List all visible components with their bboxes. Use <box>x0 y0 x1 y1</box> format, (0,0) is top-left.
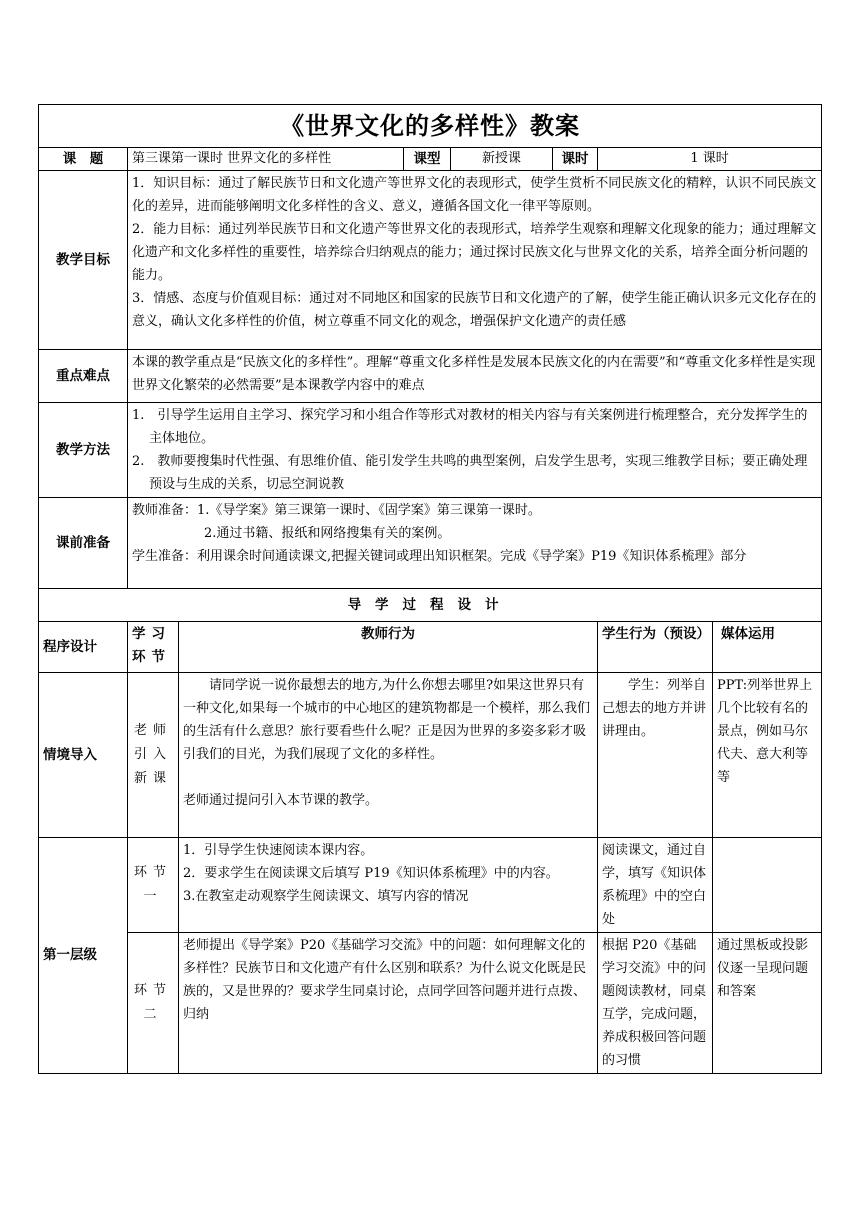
col-stage: 学习环节 <box>128 622 179 673</box>
methods-label: 教学方法 <box>39 403 128 498</box>
type-value: 新授课 <box>451 148 553 171</box>
media-level1-2: 通过黑板或投影仪逐一呈现问题和答案 <box>713 933 822 1074</box>
prep-label: 课前准备 <box>39 498 128 589</box>
stage-level1-1: 环节一 <box>128 838 179 933</box>
key-points-text: 本课的教学重点是“民族文化的多样性”。理解“尊重文化多样性是发展本民族文化的内在需要”和“尊重文化多样性是实现世界文化繁荣的必然需要”是本课教学内容中的难点 <box>128 350 822 403</box>
program-intro: 情境导入 <box>39 673 128 838</box>
teacher-level1-1-line3: 3.在教室走动观察学生阅读课文、填写内容的情况 <box>183 889 469 904</box>
prep-content <box>128 498 822 589</box>
design-section-title: 导学过程设计 <box>39 589 822 622</box>
teacher-level1-1 <box>179 838 598 933</box>
objective-knowledge: 1．知识目标：通过了解民族节日和文化遗产等世界文化的表现形式，使学生赏析不同民族文化的精粹，认识不同民族文化的差异，进而能够阐明文化多样性的含义、意义，遵循各国文化一律平等原则。 <box>132 176 817 214</box>
teacher-level1-1-line2: 2．要求学生在阅读课文后填写 P19《知识体系梳理》中的内容。 <box>183 866 559 881</box>
key-points-label: 重点难点 <box>39 350 128 403</box>
hours-value: 1 课时 <box>598 148 822 171</box>
teacher-level1-2: 老师提出《导学案》P20《基础学习交流》中的问题：如何理解文化的多样性？民族节日和文化遗产有什么区别和联系？为什么说文化既是民族的，又是世界的？要求学生同桌讨论，点同学回答问题并进行点拨、归纳 <box>179 933 598 1074</box>
col-teacher: 教师行为 <box>179 622 598 673</box>
type-label: 课型 <box>404 148 451 171</box>
objectives-label: 教学目标 <box>39 171 128 350</box>
media-intro: PPT:列举世界上几个比较有名的景点，例如马尔代夫、意大利等等 <box>713 673 822 838</box>
student-intro: 学生：列举自己想去的地方并讲讲理由。 <box>598 673 713 838</box>
objective-emotion: 3．情感、态度与价值观目标：通过对不同地区和国家的民族节日和文化遗产的了解，使学生能正确认识多元文化存在的意义，确认文化多样性的价值，树立尊重不同文化的观念，增强保护文化遗产的责任感 <box>132 291 817 329</box>
col-student: 学生行为（预设） <box>598 622 713 673</box>
teacher-intro <box>179 673 598 838</box>
objectives-content <box>128 171 822 350</box>
student-level1-2: 根据 P20《基础学习交流》中的问题阅读教材，同桌互学，完成问题，养成积极回答问题的习惯 <box>598 933 713 1074</box>
methods-content <box>128 403 822 498</box>
teacher-level1-1-line1: 1．引导学生快速阅读本课内容。 <box>183 843 374 858</box>
col-media: 媒体运用 <box>713 622 822 673</box>
prep-teacher-1: 教师准备：1.《导学案》第三课第一课时、《固学案》第三课第一课时。 <box>132 503 541 518</box>
media-level1-1 <box>713 838 822 933</box>
teacher-intro-question: 请同学说一说你最想去的地方,为什么你想去哪里?如果这世界只有一种文化,如果每一个城市的中心地区的建筑物都是一个模样，那么我们的生活有什么意思？旅行要看些什么呢？正是因为世界的多姿多彩才吸引我们的目光，为我们展现了文化的多样性。 <box>183 678 591 762</box>
lesson-plan-table <box>38 104 822 1074</box>
col-program: 程序设计 <box>39 622 128 673</box>
method-item-1: 1. 引导学生运用自主学习、探究学习和小组合作等形式对教材的相关内容与有关案例进行梳理整合，充分发挥学生的主体地位。 <box>132 408 808 446</box>
student-level1-1: 阅读课文，通过自学，填写《知识体系梳理》中的空白处 <box>598 838 713 933</box>
document-title: 《世界文化的多样性》教案 <box>39 105 822 148</box>
hours-label: 课时 <box>553 148 598 171</box>
prep-student: 学生准备：利用课余时间通读课文,把握关键词或理出知识框架。完成《导学案》P19《知识体系梳理》部分 <box>132 549 747 564</box>
stage-level1-2: 环节二 <box>128 933 179 1074</box>
objective-ability: 2．能力目标：通过列举民族节日和文化遗产等世界文化的表现形式，培养学生观察和理解文化现象的能力；通过理解文化遗产和文化多样性的重要性，培养综合归纳观点的能力；通过探讨民族文化与世界文化的关系，培养全面分析问题的能力。 <box>132 222 817 283</box>
method-item-2: 2. 教师要搜集时代性强、有思维价值、能引发学生共鸣的典型案例，启发学生思考，实现三维教学目标；要正确处理预设与生成的关系，切忌空洞说教 <box>132 454 808 492</box>
topic-label: 课 题 <box>39 148 128 171</box>
program-level1: 第一层级 <box>39 838 128 1074</box>
topic-value: 第三课第一课时 世界文化的多样性 <box>128 148 404 171</box>
teacher-intro-note: 老师通过提问引入本节课的教学。 <box>183 793 379 808</box>
prep-teacher-2: 2.通过书籍、报纸和网络搜集有关的案例。 <box>204 526 451 541</box>
stage-intro: 老师引入新课 <box>128 673 179 838</box>
